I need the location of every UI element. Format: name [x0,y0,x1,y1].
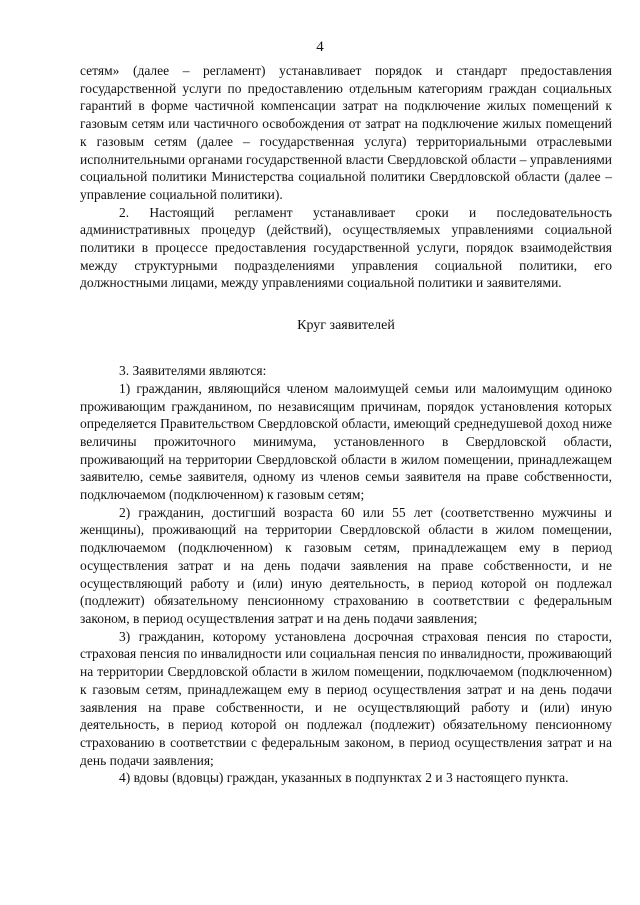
paragraph-regulation-intro: сетям» (далее – регламент) устанавливает порядок и стандарт предоставления государственной услуги по предоставлению отдельным категориям граждан социальных гарантий в форме частичной компенсации затрат на подключение жилых помещений к газовым сетям или частичного освобождения от затрат на подключение жилых помещений к газовым сетям (далее – государственная услуга) территориальными отраслевыми исполнительными органами государственной власти Свердловской области – управлениями социальной политики Министерства социальной политики Свердловской области (далее – управление социальной политики). [80,63,612,202]
list-item-4: 4) вдовы (вдовцы) граждан, указанных в подпунктах 2 и 3 настоящего пункта. [119,770,569,786]
list-item-2: 2) гражданин, достигший возраста 60 или 55 лет (соответственно мужчины и женщины), проживающий на территории Свердловской области в жилом помещении, подключаемом (подключенном) к газовым сетям, принадлежащем ему в период осуществления затрат и на день подачи заявления на праве собственности, и не осуществляющий работу и (или) иную деятельность, в период которой он подлежал (подлежит) обязательному пенсионному страхованию в соответствии с федеральным законом, в период осуществления затрат и на день подачи заявления; [80,504,612,626]
paragraph-3: 3. Заявителями являются: [119,363,267,379]
paragraph-2: 2. Настоящий регламент устанавливает сроки и последовательность административных процедур (действий), осуществляемых управлениями социальной политики в процессе предоставления государственной услуги, порядок взаимодействия между структурными подразделениями управления социальной политики, его должностными лицами, между управлениями социальной политики и заявителями. [80,204,612,291]
section-heading: Круг заявителей [297,318,395,334]
list-item-1: 1) гражданин, являющийся членом малоимущей семьи или малоимущим одиноко проживающим гражданином, по независящим причинам, порядок установления которых определяется Правительством Свердловской области, имеющий среднедушевой доход ниже величины прожиточного минимума, установленного в Свердловской области, проживающий на территории Свердловской области в жилом помещении, принадлежащем заявителю, семье заявителя, одному из членов семьи заявителя на праве собственности, подключаемом (подключенном) к газовым сетям; [80,380,612,503]
document-body [80,62,612,787]
list-item-3: 3) гражданин, которому установлена досрочная страховая пенсия по старости, страховая пенсия по инвалидности или социальная пенсия по инвалидности, проживающий на территории Свердловской области в жилом помещении, подключаемом (подключенном) к газовым сетям, принадлежащем ему в период осуществления затрат и на день подачи заявления на праве собственности, и не осуществляющий работу и (или) иную деятельность, в период которой он подлежал (подлежит) обязательному пенсионному страхованию в соответствии с федеральным законом, в период осуществления затрат и на день подачи заявления; [80,628,612,768]
page-number: 4 [316,39,324,55]
